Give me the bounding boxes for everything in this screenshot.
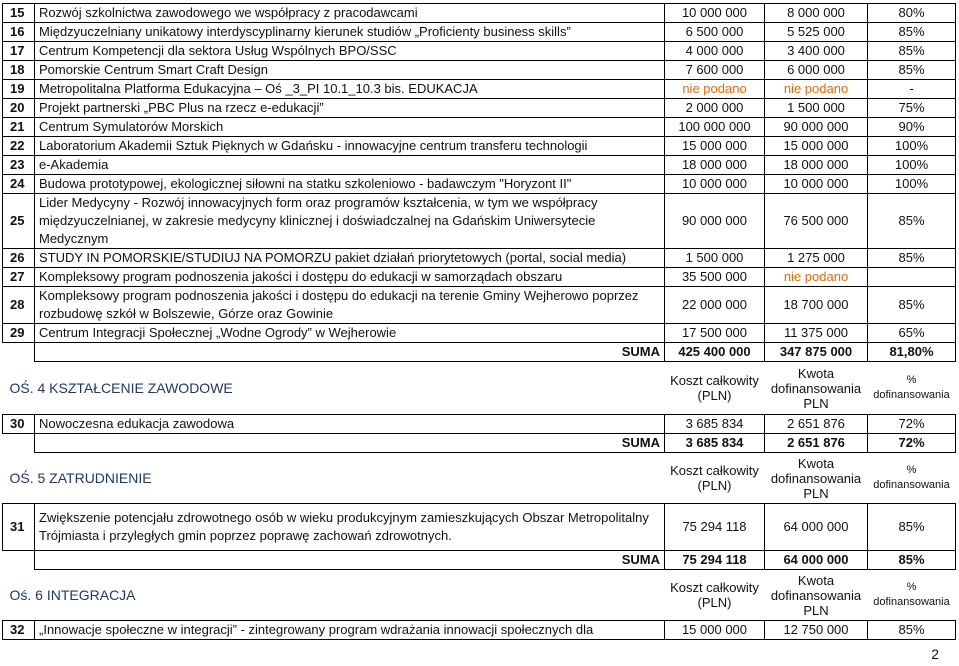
row-cost: 75 294 118 (665, 504, 765, 551)
row-cofin: nie podano (765, 268, 868, 287)
row-cofin: nie podano (765, 80, 868, 99)
row-number: 15 (3, 4, 35, 23)
row-description: Pomorskie Centrum Smart Craft Design (35, 61, 665, 80)
row-cofin: 8 000 000 (765, 4, 868, 23)
table-row (3, 118, 956, 137)
table-row (3, 268, 956, 287)
row-pct: 85% (868, 194, 956, 249)
row-cost: 7 600 000 (665, 61, 765, 80)
row-cofin: 10 000 000 (765, 175, 868, 194)
row-cofin: 15 000 000 (765, 137, 868, 156)
table-row (3, 137, 956, 156)
section-6-header (3, 570, 956, 621)
row-number: 16 (3, 23, 35, 42)
row-cost: 4 000 000 (665, 42, 765, 61)
table-row (3, 175, 956, 194)
row-cofin: 5 525 000 (765, 23, 868, 42)
row-description: Kompleksowy program podnoszenia jakości i dostępu do edukacji na terenie Gminy Wejherowo poprzez rozbudowę szkół w Bolszewie, Górze oraz Gowinie (35, 287, 665, 324)
header-cost: Koszt całkowity (PLN) (670, 580, 759, 610)
row-cost: 6 500 000 (665, 23, 765, 42)
row-description: Zwiększenie potencjału zdrowotnego osób w wieku produkcyjnym zamieszkujących Obszar Metropolitalny Trójmiasta i przyległych gmin poprzez poprawę zachowań zdrowotnych. (35, 504, 665, 551)
sum-cost: 3 685 834 (665, 434, 765, 453)
row-pct (868, 268, 956, 287)
section-title: OŚ. 4 KSZTAŁCENIE ZAWODOWE (9, 380, 233, 396)
sum-cost: 425 400 000 (665, 343, 765, 362)
row-description: Rozwój szkolnictwa zawodowego we współpracy z pracodawcami (35, 4, 665, 23)
row-cofin: 1 275 000 (765, 249, 868, 268)
header-pct: % dofinansowania (873, 581, 950, 608)
row-pct: 85% (868, 621, 956, 640)
row-pct: 75% (868, 99, 956, 118)
header-cofin: Kwota dofinansowania PLN (770, 572, 862, 618)
sum-pct: 72% (868, 434, 956, 453)
row-cost: 1 500 000 (665, 249, 765, 268)
header-pct: % dofinansowania (873, 464, 950, 491)
sum-cofin: 347 875 000 (765, 343, 868, 362)
row-cofin: 18 700 000 (765, 287, 868, 324)
row-cofin: 12 750 000 (765, 621, 868, 640)
section-4-header (3, 362, 956, 415)
row-description: Centrum Symulatorów Morskich (35, 118, 665, 137)
sum-label: SUMA (35, 343, 665, 362)
row-pct: 85% (868, 287, 956, 324)
table-row (3, 23, 956, 42)
row-cost: 17 500 000 (665, 324, 765, 343)
header-cost: Koszt całkowity (PLN) (670, 463, 759, 493)
section-title: Oś. 6 INTEGRACJA (9, 587, 136, 603)
row-pct: 85% (868, 249, 956, 268)
table-row (3, 4, 956, 23)
table-row (3, 249, 956, 268)
row-cost: 18 000 000 (665, 156, 765, 175)
row-cost: 2 000 000 (665, 99, 765, 118)
table-row (3, 287, 956, 324)
section-5-header (3, 453, 956, 504)
row-number: 32 (3, 621, 35, 640)
row-number: 19 (3, 80, 35, 99)
sum-label: SUMA (35, 434, 665, 453)
header-pct: % dofinansowania (873, 374, 950, 401)
row-number: 26 (3, 249, 35, 268)
sum-label: SUMA (35, 551, 665, 570)
row-description: Laboratorium Akademii Sztuk Pięknych w Gdańsku - innowacyjne centrum transferu technologii (35, 137, 665, 156)
row-pct: 85% (868, 42, 956, 61)
row-cofin: 6 000 000 (765, 61, 868, 80)
row-description: Nowoczesna edukacja zawodowa (35, 415, 665, 434)
row-number: 22 (3, 137, 35, 156)
row-cofin: 2 651 876 (765, 415, 868, 434)
sum-pct: 81,80% (868, 343, 956, 362)
row-number: 18 (3, 61, 35, 80)
table-row (3, 61, 956, 80)
row-cost: 15 000 000 (665, 621, 765, 640)
header-cost: Koszt całkowity (PLN) (670, 373, 759, 403)
row-number: 24 (3, 175, 35, 194)
row-description: Projekt partnerski „PBC Plus na rzecz e-edukacji” (35, 99, 665, 118)
row-number: 21 (3, 118, 35, 137)
row-cost: 35 500 000 (665, 268, 765, 287)
section-title: OŚ. 5 ZATRUDNIENIE (9, 470, 152, 486)
table-row (3, 99, 956, 118)
row-cofin: 3 400 000 (765, 42, 868, 61)
row-pct: 85% (868, 504, 956, 551)
row-cost: 90 000 000 (665, 194, 765, 249)
row-cofin: 90 000 000 (765, 118, 868, 137)
row-pct: - (868, 80, 956, 99)
sum-pct: 85% (868, 551, 956, 570)
row-description: „Innowacje społeczne w integracji” - zintegrowany program wdrażania innowacji społecznych dla (35, 621, 665, 640)
table-row (3, 80, 956, 99)
row-cost: 10 000 000 (665, 175, 765, 194)
row-pct: 72% (868, 415, 956, 434)
header-cofin: Kwota dofinansowania PLN (770, 365, 862, 411)
row-pct: 80% (868, 4, 956, 23)
row-pct: 100% (868, 175, 956, 194)
row-number: 23 (3, 156, 35, 175)
page-number: 2 (931, 646, 939, 662)
row-cofin: 11 375 000 (765, 324, 868, 343)
row-number: 20 (3, 99, 35, 118)
row-pct: 100% (868, 156, 956, 175)
row-description: Lider Medycyny - Rozwój innowacyjnych form oraz programów kształcenia, w tym we współpracy międzyuczelnianej, w zakresie medycyny klinicznej i doświadczalnej na Gdańskim Uniwersytecie Medycznym (35, 194, 665, 249)
row-cofin: 76 500 000 (765, 194, 868, 249)
table-row (3, 504, 956, 551)
row-description: Kompleksowy program podnoszenia jakości i dostępu do edukacji w samorządach obszaru (35, 268, 665, 287)
row-number: 17 (3, 42, 35, 61)
table-row (3, 324, 956, 343)
table-row (3, 415, 956, 434)
row-pct: 65% (868, 324, 956, 343)
row-pct: 85% (868, 61, 956, 80)
row-description: Metropolitalna Platforma Edukacyjna – Oś _3_PI 10.1_10.3 bis. EDUKACJA (35, 80, 665, 99)
row-cost: 22 000 000 (665, 287, 765, 324)
row-number: 31 (3, 504, 35, 551)
row-cost: 3 685 834 (665, 415, 765, 434)
row-cofin: 64 000 000 (765, 504, 868, 551)
header-cofin: Kwota dofinansowania PLN (770, 455, 862, 501)
row-cofin: 18 000 000 (765, 156, 868, 175)
row-description: Międzyuczelniany unikatowy interdyscyplinarny kierunek studiów „Proficienty business skills” (35, 23, 665, 42)
row-pct: 90% (868, 118, 956, 137)
row-description: Centrum Integracji Społecznej „Wodne Ogrody” w Wejherowie (35, 324, 665, 343)
row-description: e-Akademia (35, 156, 665, 175)
sum-cofin: 2 651 876 (765, 434, 868, 453)
projects-table (2, 3, 956, 640)
row-description: STUDY IN POMORSKIE/STUDIUJ NA POMORZU pakiet działań priorytetowych (portal, social media) (35, 249, 665, 268)
sum-cofin: 64 000 000 (765, 551, 868, 570)
row-number: 25 (3, 194, 35, 249)
row-cost: 100 000 000 (665, 118, 765, 137)
table-row (3, 156, 956, 175)
row-number: 28 (3, 287, 35, 324)
table-row (3, 42, 956, 61)
row-description: Budowa prototypowej, ekologicznej siłowni na statku szkoleniowo - badawczym "Horyzont II" (35, 175, 665, 194)
row-pct: 100% (868, 137, 956, 156)
sum-row-4 (3, 434, 956, 453)
sum-row-a (3, 343, 956, 362)
row-number: 27 (3, 268, 35, 287)
row-pct: 85% (868, 23, 956, 42)
table-row (3, 194, 956, 249)
row-cost: nie podano (665, 80, 765, 99)
table-row (3, 621, 956, 640)
row-cost: 15 000 000 (665, 137, 765, 156)
sum-cost: 75 294 118 (665, 551, 765, 570)
row-number: 30 (3, 415, 35, 434)
row-number: 29 (3, 324, 35, 343)
row-cofin: 1 500 000 (765, 99, 868, 118)
row-cost: 10 000 000 (665, 4, 765, 23)
sum-row-5 (3, 551, 956, 570)
row-description: Centrum Kompetencji dla sektora Usług Wspólnych BPO/SSC (35, 42, 665, 61)
